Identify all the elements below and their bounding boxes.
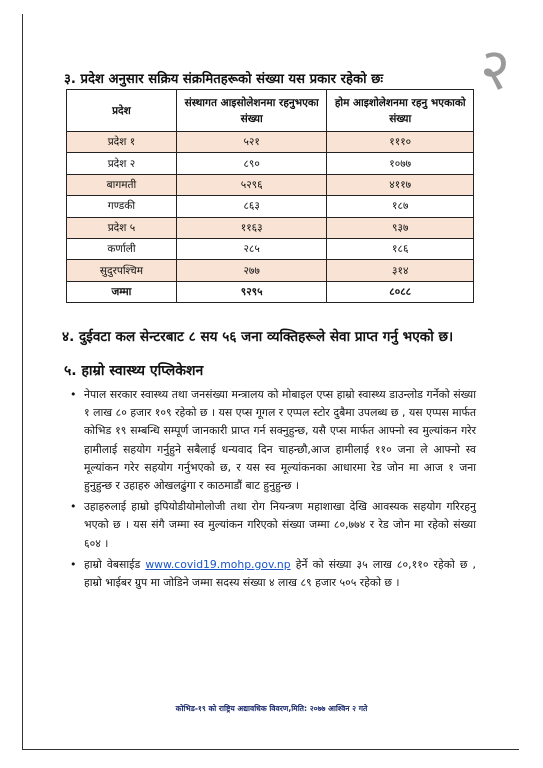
home-cell: ९३७	[327, 217, 474, 238]
total-home-cell: ८०८८	[327, 281, 474, 302]
section5-heading: ५. हाम्रो स्वास्थ्य एप्लिकेशन	[64, 363, 204, 379]
province-table	[66, 89, 474, 303]
website-link[interactable]: www.covid19.mohp.gov.np	[145, 557, 291, 571]
table-row	[67, 174, 474, 195]
table-row	[67, 196, 474, 217]
column-header-province: प्रदेश	[67, 90, 177, 132]
institutional-cell: ११६३	[176, 217, 327, 238]
province-cell: प्रदेश २	[67, 153, 177, 174]
province-cell: प्रदेश ५	[67, 217, 177, 238]
table-row	[67, 217, 474, 238]
province-cell: सुदुरपश्चिम	[67, 260, 177, 281]
section4-heading: ४. दुईवटा कल सेन्टरबाट ८ सय ५६ जना व्यक्तिहरूले सेवा प्राप्त गर्नु भएको छ।	[62, 329, 454, 345]
column-header-home: होम आइशोलेशनमा रहनु भएकाको संख्या	[327, 90, 474, 132]
institutional-cell: ८९०	[176, 153, 327, 174]
column-header-institutional: संस्थागत आइसोलेशनमा रहनुभएका संख्या	[176, 90, 327, 132]
table-row	[67, 132, 474, 153]
institutional-cell: २८५	[176, 238, 327, 259]
home-cell: १८६	[327, 238, 474, 259]
bullet-dot-icon: •	[70, 557, 77, 571]
list-item	[70, 556, 476, 592]
bullet-dot-icon: •	[70, 500, 77, 514]
province-cell: प्रदेश १	[67, 132, 177, 153]
bullet-dot-icon: •	[70, 388, 77, 401]
page-footer: कोभिड-१९ को राष्ट्रिय अद्यावधिक विवरण,मिति: २०७७ आश्विन २ गते	[175, 704, 368, 713]
section3-heading: ३. प्रदेश अनुसार सक्रिय संक्रमितहरूको संख्या यस प्रकार रहेको छः	[64, 72, 384, 87]
bullet-text-prefix: हाम्रो वेबसाईड	[84, 557, 146, 571]
app-bullet-list	[70, 386, 476, 595]
institutional-cell: २७७	[176, 260, 327, 281]
home-cell: १११०	[327, 132, 474, 153]
province-cell: कर्णाली	[67, 238, 177, 259]
total-institutional-cell: ९२९५	[176, 281, 327, 302]
list-item	[70, 498, 476, 553]
institutional-cell: ८६३	[176, 196, 327, 217]
home-cell: १०७७	[327, 153, 474, 174]
home-cell: ३१४	[327, 260, 474, 281]
province-cell: गण्डकी	[67, 196, 177, 217]
table-row	[67, 260, 474, 281]
table-header-row	[67, 90, 474, 132]
page-number: २	[480, 35, 511, 103]
institutional-cell: ५२१	[176, 132, 327, 153]
table-row	[67, 153, 474, 174]
bullet-text-suffix: हेर्ने को संख्या ३५ लाख ८०,११० रहेको छ , हाम्रो भाईबर ग्रुप मा जोडिने जम्मा सदस्य संख्या ४ लाख ८९ हजार ५०५ रहेको छ ।	[84, 557, 476, 590]
total-label-cell: जम्मा	[67, 281, 177, 302]
bullet-text: नेपाल सरकार स्वास्थ्य तथा जनसंख्या मन्त्रालय को मोबाइल एप्स हाम्रो स्वास्थ्य डाउन्लोड गर्नेको संख्या १ लाख ८० हजार १०९ रहेको छ । यस एप्स गूगल र एप्पल स्टोर दुबैमा उपलब्ध छ , यस एप्पस मार्फत कोभिड १९ सम्बन्धि सम्पूर्ण जानकारी प्राप्त गर्न सक्नुहुन्छ, यसै एप्स मार्फत आफ्नो स्व मुल्यांकन गरेर हामीलाई सहयोग गर्नुहुने सबैलाई धन्यवाद दिन चाहन्छौ,आज हामीलाई ११० जना ले आफ्नो स्व मूल्यांकन गरेर सहयोग गर्नुभएको छ, र यस स्व मूल्यांकनका आधारमा रेड जोन मा आज १ जना हुनुहुन्छ र उहाहरु ओखलढुंगा र काठमाडौं बाट हुनुहुन्छ ।	[84, 388, 476, 493]
table-total-row	[67, 281, 474, 302]
institutional-cell: ५२९६	[176, 174, 327, 195]
list-item	[70, 386, 476, 495]
home-cell: ४११७	[327, 174, 474, 195]
province-cell: बागमती	[67, 174, 177, 195]
bullet-text: उहाहरुलाई हाम्रो इपियोडीयोमोलोजी तथा रोग नियन्त्रण महाशाखा देखि आवस्यक सहयोग गरिरहनु भएको छ । यस संगै जम्मा स्व मुल्यांकन गरिएको संख्या जम्मा ८०,७७४ र रेड जोन मा रहेको संख्या ६०४ ।	[84, 500, 476, 550]
home-cell: १८७	[327, 196, 474, 217]
table-row	[67, 238, 474, 259]
